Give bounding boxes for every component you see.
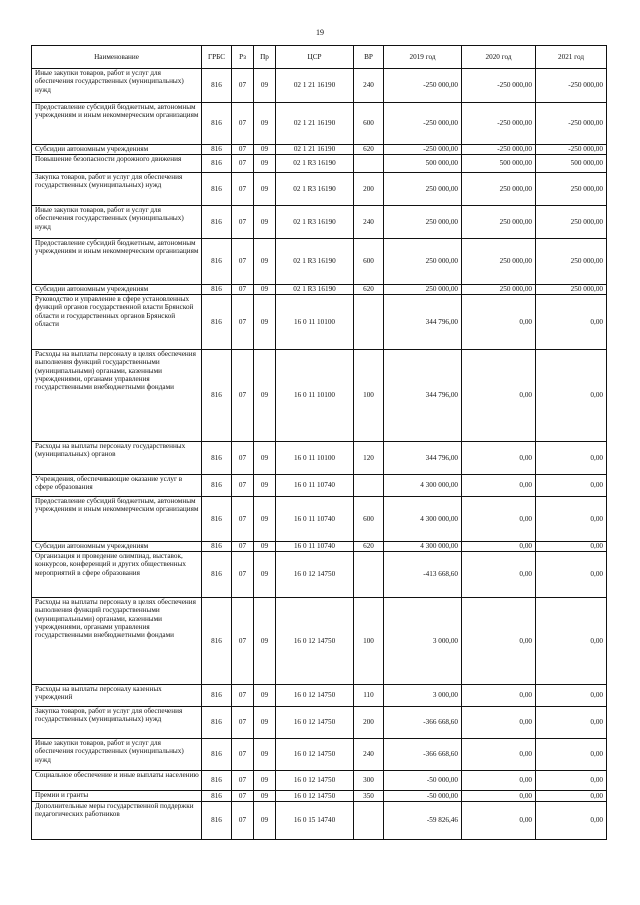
cell-rz: 07: [232, 103, 254, 145]
cell-vr: 200: [354, 173, 384, 206]
cell-2021: -250 000,00: [536, 145, 607, 155]
cell-2020: 0,00: [462, 791, 536, 802]
cell-rz: 07: [232, 707, 254, 739]
cell-name: Субсидии автономным учреждениям: [32, 145, 202, 155]
cell-vr: 600: [354, 497, 384, 542]
cell-rz: 07: [232, 239, 254, 285]
cell-rz: 07: [232, 739, 254, 771]
cell-pr: 09: [254, 239, 276, 285]
cell-2020: 0,00: [462, 542, 536, 552]
cell-2019: 500 000,00: [384, 155, 462, 173]
cell-name: Субсидии автономным учреждениям: [32, 542, 202, 552]
table-row: [32, 802, 607, 840]
cell-vr: 600: [354, 103, 384, 145]
cell-2021: 0,00: [536, 295, 607, 350]
cell-2020: 0,00: [462, 771, 536, 791]
cell-2021: 0,00: [536, 552, 607, 598]
cell-2021: 0,00: [536, 598, 607, 685]
table-row: [32, 206, 607, 239]
cell-2021: 0,00: [536, 350, 607, 442]
cell-name: Социальное обеспечение и иные выплаты населению: [32, 771, 202, 791]
cell-csr: 16 0 12 14750: [276, 685, 354, 707]
cell-csr: 16 0 12 14750: [276, 598, 354, 685]
cell-name: Руководство и управление в сфере установленных функций органов государственной власти Брянской области и государственных органов Брянской области: [32, 295, 202, 350]
cell-csr: 16 0 11 10740: [276, 542, 354, 552]
cell-2019: -250 000,00: [384, 69, 462, 103]
cell-2020: 0,00: [462, 685, 536, 707]
cell-pr: 09: [254, 552, 276, 598]
cell-pr: 09: [254, 145, 276, 155]
cell-grbs: 816: [202, 685, 232, 707]
cell-2021: 0,00: [536, 475, 607, 497]
cell-grbs: 816: [202, 475, 232, 497]
cell-2019: 250 000,00: [384, 239, 462, 285]
cell-name: Закупка товаров, работ и услуг для обеспечения государственных (муниципальных) нужд: [32, 707, 202, 739]
cell-vr: 300: [354, 771, 384, 791]
cell-pr: 09: [254, 685, 276, 707]
cell-pr: 09: [254, 295, 276, 350]
cell-pr: 09: [254, 442, 276, 475]
cell-2020: 0,00: [462, 739, 536, 771]
cell-vr: 240: [354, 206, 384, 239]
cell-name: Организация и проведение олимпиад, выставок, конкурсов, конференций и других общественных мероприятий в сфере образования: [32, 552, 202, 598]
cell-rz: 07: [232, 69, 254, 103]
cell-csr: 02 1 R3 16190: [276, 173, 354, 206]
cell-2019: 344 796,00: [384, 350, 462, 442]
cell-pr: 09: [254, 739, 276, 771]
cell-2020: 0,00: [462, 598, 536, 685]
cell-2020: 250 000,00: [462, 173, 536, 206]
cell-grbs: 816: [202, 542, 232, 552]
table-row: [32, 145, 607, 155]
cell-2021: 0,00: [536, 685, 607, 707]
cell-grbs: 816: [202, 206, 232, 239]
cell-grbs: 816: [202, 103, 232, 145]
cell-2021: 0,00: [536, 771, 607, 791]
cell-2021: -250 000,00: [536, 103, 607, 145]
cell-grbs: 816: [202, 771, 232, 791]
cell-vr: 350: [354, 791, 384, 802]
cell-2021: 250 000,00: [536, 285, 607, 295]
cell-grbs: 816: [202, 552, 232, 598]
cell-2021: 250 000,00: [536, 173, 607, 206]
cell-rz: 07: [232, 542, 254, 552]
cell-csr: 02 1 R3 16190: [276, 285, 354, 295]
cell-2019: -50 000,00: [384, 771, 462, 791]
cell-2020: -250 000,00: [462, 145, 536, 155]
cell-grbs: 816: [202, 295, 232, 350]
table-row: [32, 442, 607, 475]
cell-2019: -59 826,46: [384, 802, 462, 840]
cell-2021: 0,00: [536, 791, 607, 802]
cell-name: Закупка товаров, работ и услуг для обеспечения государственных (муниципальных) нужд: [32, 173, 202, 206]
cell-csr: 02 1 21 16190: [276, 145, 354, 155]
cell-name: Расходы на выплаты персоналу в целях обеспечения выполнения функций государственными (муниципальными) органами, казенными учреждениями, органами управления государственными внебюджетными фондами: [32, 350, 202, 442]
cell-2019: 4 300 000,00: [384, 497, 462, 542]
page-number: 19: [316, 28, 324, 37]
cell-2019: 344 796,00: [384, 442, 462, 475]
cell-pr: 09: [254, 173, 276, 206]
cell-grbs: 816: [202, 239, 232, 285]
cell-pr: 09: [254, 802, 276, 840]
cell-vr: 100: [354, 350, 384, 442]
cell-2021: -250 000,00: [536, 69, 607, 103]
cell-pr: 09: [254, 350, 276, 442]
cell-vr: [354, 475, 384, 497]
table-row: [32, 685, 607, 707]
cell-grbs: 816: [202, 598, 232, 685]
cell-2019: 4 300 000,00: [384, 475, 462, 497]
header-csr: ЦСР: [276, 46, 354, 69]
cell-2020: 0,00: [462, 802, 536, 840]
table-row: [32, 103, 607, 145]
cell-2020: 0,00: [462, 350, 536, 442]
cell-2021: 0,00: [536, 802, 607, 840]
cell-2020: 0,00: [462, 497, 536, 542]
cell-grbs: 816: [202, 802, 232, 840]
cell-vr: 240: [354, 69, 384, 103]
cell-pr: 09: [254, 155, 276, 173]
cell-2019: 250 000,00: [384, 285, 462, 295]
cell-2020: 0,00: [462, 295, 536, 350]
table-row: [32, 598, 607, 685]
cell-csr: 16 0 11 10740: [276, 497, 354, 542]
cell-rz: 07: [232, 771, 254, 791]
cell-name: Премии и гранты: [32, 791, 202, 802]
cell-csr: 02 1 21 16190: [276, 69, 354, 103]
table-row: [32, 295, 607, 350]
cell-2021: 250 000,00: [536, 239, 607, 285]
cell-grbs: 816: [202, 69, 232, 103]
cell-rz: 07: [232, 206, 254, 239]
cell-grbs: 816: [202, 707, 232, 739]
cell-2019: 3 000,00: [384, 685, 462, 707]
cell-name: Иные закупки товаров, работ и услуг для обеспечения государственных (муниципальных) нужд: [32, 206, 202, 239]
cell-csr: 02 1 21 16190: [276, 103, 354, 145]
header-2020: 2020 год: [462, 46, 536, 69]
cell-2019: 4 300 000,00: [384, 542, 462, 552]
header-2019: 2019 год: [384, 46, 462, 69]
cell-csr: 16 0 12 14750: [276, 552, 354, 598]
cell-grbs: 816: [202, 285, 232, 295]
table-row: [32, 475, 607, 497]
cell-csr: 16 0 12 14750: [276, 791, 354, 802]
cell-vr: 100: [354, 598, 384, 685]
cell-pr: 09: [254, 598, 276, 685]
header-rz: Рз: [232, 46, 254, 69]
cell-grbs: 816: [202, 350, 232, 442]
table-row: [32, 739, 607, 771]
table-row: [32, 285, 607, 295]
cell-pr: 09: [254, 707, 276, 739]
table-row: [32, 350, 607, 442]
cell-vr: [354, 155, 384, 173]
cell-csr: 16 0 11 10740: [276, 475, 354, 497]
cell-2021: 0,00: [536, 707, 607, 739]
cell-csr: 16 0 11 10100: [276, 295, 354, 350]
cell-2019: -366 668,60: [384, 739, 462, 771]
cell-name: Учреждения, обеспечивающие оказание услуг в сфере образования: [32, 475, 202, 497]
cell-rz: 07: [232, 173, 254, 206]
cell-2020: 250 000,00: [462, 239, 536, 285]
cell-rz: 07: [232, 442, 254, 475]
table-row: [32, 239, 607, 285]
cell-pr: 09: [254, 542, 276, 552]
cell-rz: 07: [232, 598, 254, 685]
table-row: [32, 791, 607, 802]
cell-2019: -50 000,00: [384, 791, 462, 802]
table-row: [32, 542, 607, 552]
cell-pr: 09: [254, 285, 276, 295]
cell-name: Расходы на выплаты персоналу казенных учреждений: [32, 685, 202, 707]
table-row: [32, 155, 607, 173]
cell-name: Субсидии автономным учреждениям: [32, 285, 202, 295]
cell-2021: 250 000,00: [536, 206, 607, 239]
cell-vr: [354, 802, 384, 840]
table-header-row: [32, 46, 607, 69]
cell-pr: 09: [254, 103, 276, 145]
cell-2019: 344 796,00: [384, 295, 462, 350]
cell-2021: 0,00: [536, 542, 607, 552]
cell-2020: 0,00: [462, 552, 536, 598]
cell-pr: 09: [254, 206, 276, 239]
cell-vr: 600: [354, 239, 384, 285]
cell-2020: 0,00: [462, 475, 536, 497]
cell-vr: 620: [354, 542, 384, 552]
cell-grbs: 816: [202, 155, 232, 173]
table-row: [32, 497, 607, 542]
table-row: [32, 771, 607, 791]
header-vr: ВР: [354, 46, 384, 69]
cell-vr: 240: [354, 739, 384, 771]
cell-vr: [354, 295, 384, 350]
cell-rz: 07: [232, 295, 254, 350]
cell-vr: 120: [354, 442, 384, 475]
cell-2020: 500 000,00: [462, 155, 536, 173]
cell-2021: 500 000,00: [536, 155, 607, 173]
cell-2019: -413 668,60: [384, 552, 462, 598]
cell-2020: 0,00: [462, 442, 536, 475]
cell-2020: 250 000,00: [462, 285, 536, 295]
header-grbs: ГРБС: [202, 46, 232, 69]
cell-name: Расходы на выплаты персоналу в целях обеспечения выполнения функций государственными (муниципальными) органами, казенными учреждениями, органами управления государственными внебюджетными фондами: [32, 598, 202, 685]
cell-csr: 16 0 12 14750: [276, 707, 354, 739]
cell-vr: 200: [354, 707, 384, 739]
cell-rz: 07: [232, 475, 254, 497]
cell-csr: 16 0 11 10100: [276, 442, 354, 475]
cell-grbs: 816: [202, 791, 232, 802]
cell-rz: 07: [232, 802, 254, 840]
cell-rz: 07: [232, 685, 254, 707]
cell-name: Расходы на выплаты персоналу государственных (муниципальных) органов: [32, 442, 202, 475]
header-pr: Пр: [254, 46, 276, 69]
cell-name: Предоставление субсидий бюджетным, автономным учреждениям и иным некоммерческим организациям: [32, 239, 202, 285]
cell-vr: [354, 552, 384, 598]
cell-2020: 0,00: [462, 707, 536, 739]
cell-pr: 09: [254, 791, 276, 802]
cell-csr: 02 1 R3 16190: [276, 239, 354, 285]
table-row: [32, 69, 607, 103]
cell-2019: -250 000,00: [384, 145, 462, 155]
cell-vr: 620: [354, 285, 384, 295]
cell-rz: 07: [232, 155, 254, 173]
cell-rz: 07: [232, 145, 254, 155]
cell-pr: 09: [254, 771, 276, 791]
cell-name: Предоставление субсидий бюджетным, автономным учреждениям и иным некоммерческим организациям: [32, 497, 202, 542]
cell-rz: 07: [232, 552, 254, 598]
cell-csr: 16 0 12 14750: [276, 771, 354, 791]
cell-grbs: 816: [202, 145, 232, 155]
cell-rz: 07: [232, 285, 254, 295]
header-name: Наименование: [32, 46, 202, 69]
cell-2020: -250 000,00: [462, 69, 536, 103]
cell-pr: 09: [254, 69, 276, 103]
cell-grbs: 816: [202, 173, 232, 206]
cell-name: Дополнительные меры государственной поддержки педагогических работников: [32, 802, 202, 840]
cell-csr: 16 0 12 14750: [276, 739, 354, 771]
header-2021: 2021 год: [536, 46, 607, 69]
cell-pr: 09: [254, 475, 276, 497]
cell-csr: 16 0 11 10100: [276, 350, 354, 442]
cell-2019: -366 668,60: [384, 707, 462, 739]
cell-rz: 07: [232, 497, 254, 542]
table-row: [32, 707, 607, 739]
cell-grbs: 816: [202, 739, 232, 771]
table-row: [32, 552, 607, 598]
table-body: [32, 69, 607, 840]
cell-name: Повышение безопасности дорожного движения: [32, 155, 202, 173]
cell-grbs: 816: [202, 442, 232, 475]
cell-2021: 0,00: [536, 442, 607, 475]
cell-2019: -250 000,00: [384, 103, 462, 145]
cell-2021: 0,00: [536, 497, 607, 542]
cell-csr: 02 1 R3 16190: [276, 206, 354, 239]
cell-pr: 09: [254, 497, 276, 542]
cell-name: Иные закупки товаров, работ и услуг для обеспечения государственных (муниципальных) нужд: [32, 69, 202, 103]
cell-2021: 0,00: [536, 739, 607, 771]
cell-2019: 3 000,00: [384, 598, 462, 685]
cell-vr: 620: [354, 145, 384, 155]
cell-2020: 250 000,00: [462, 206, 536, 239]
cell-csr: 16 0 15 14740: [276, 802, 354, 840]
cell-vr: 110: [354, 685, 384, 707]
cell-2019: 250 000,00: [384, 173, 462, 206]
cell-rz: 07: [232, 791, 254, 802]
cell-grbs: 816: [202, 497, 232, 542]
cell-2019: 250 000,00: [384, 206, 462, 239]
budget-table: [31, 45, 607, 840]
table-row: [32, 173, 607, 206]
cell-name: Предоставление субсидий бюджетным, автономным учреждениям и иным некоммерческим организациям: [32, 103, 202, 145]
cell-csr: 02 1 R3 16190: [276, 155, 354, 173]
cell-2020: -250 000,00: [462, 103, 536, 145]
cell-name: Иные закупки товаров, работ и услуг для обеспечения государственных (муниципальных) нужд: [32, 739, 202, 771]
cell-rz: 07: [232, 350, 254, 442]
